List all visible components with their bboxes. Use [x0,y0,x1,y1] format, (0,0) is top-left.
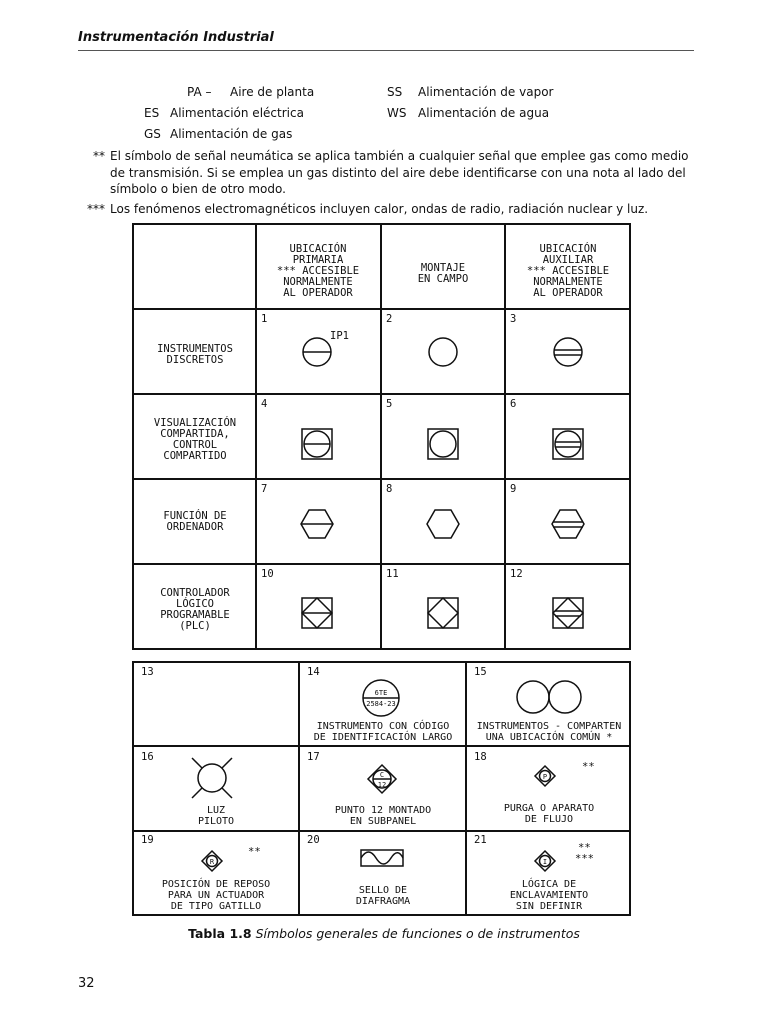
caption-label: Tabla 1.8 [188,926,252,941]
row-label-line: VISUALIZACIÓN [153,417,237,429]
col-header-line: UBICACIÓN [289,243,347,255]
col-header-line: EN CAMPO [417,273,469,285]
discrete-field-icon [429,338,457,366]
tag-text: C [379,771,385,779]
cell-label-line: UNA UBICACIÓN COMÚN * [485,732,613,743]
cell-label-line: DE IDENTIFICACIÓN LARGO [313,732,453,743]
cell-number: 13 [141,666,154,678]
col-header-line: *** ACCESIBLE [526,265,610,277]
note-marker: ** [93,149,105,163]
cell-number: 16 [141,751,154,763]
abbr-code-gs: GS [144,127,161,141]
cell-number: 18 [474,751,487,763]
note-text: Los fenómenos electromagnéticos incluyen calor, ondas de radio, radiación nuclear y luz. [110,202,649,216]
table-caption [0,926,768,941]
cell-number: 9 [510,483,517,495]
plc-auxiliary-icon [553,598,583,628]
page-number: 32 [78,976,95,991]
plc-field-icon [428,598,458,628]
tag-text: 2584-23 [366,700,396,708]
running-header: Instrumentación Industrial [78,30,274,45]
row-label-line: LÓGICO [176,598,214,610]
cell-label-line: PURGA O APARATO [503,803,595,814]
computer-primary-icon [301,510,333,538]
tag-text: P [542,773,548,781]
tag-text: I [542,858,548,866]
row-label-line: CONTROL [172,439,218,451]
shared-display-auxiliary-icon [553,429,583,459]
cell-number: 2 [386,313,393,325]
cell-label-line: SIN DEFINIR [515,901,583,912]
abbr-label-ws: Alimentación de agua [418,106,550,120]
abbr-label-ss: Alimentación de vapor [418,85,554,99]
cell-number: 19 [141,834,154,846]
row-label-line: INSTRUMENTOS [157,343,233,355]
row-label-line: ORDENADOR [166,521,224,533]
col-header-line: *** ACCESIBLE [276,265,360,277]
col-header-line: AL OPERADOR [283,287,353,299]
cell-label-line: POSICIÓN DE REPOSO [161,879,271,890]
caption-text: Símbolos generales de funciones o de instrumentos [251,926,580,941]
note-marker: *** [87,202,105,216]
abbr-label-gs: Alimentación de gas [170,127,293,141]
abbr-code-es: ES [144,106,160,120]
cell-label-line: PILOTO [197,816,235,827]
cell-number: 4 [261,398,268,410]
cell-label-line: PARA UN ACTUADOR [167,890,265,901]
cell-number: 11 [386,568,399,580]
abbr-label-es: Alimentación eléctrica [170,106,304,120]
plc-primary-icon [302,598,332,628]
cell-number: 6 [510,398,517,410]
discrete-primary-icon [303,338,331,366]
note-marker: ** [248,846,261,858]
cell-label-line: DIAFRAGMA [355,896,411,907]
row-label-line: COMPARTIDO [163,450,227,462]
note-marker: ** [578,842,591,854]
col-header-line: PRIMARIA [292,254,344,266]
cell-number: 17 [307,751,320,763]
cell-label-line: INSTRUMENTOS - COMPARTEN [476,721,622,732]
cell-number: 14 [307,666,320,678]
shared-display-field-icon [428,429,458,459]
abbr-code-ss: SS [387,85,403,99]
cell-number: 20 [307,834,320,846]
col-header-line: MONTAJE [420,262,466,274]
cell-number: 3 [510,313,517,325]
row-label-line: PROGRAMABLE [160,609,230,621]
row-label-line: (PLC) [179,620,211,632]
cell-number: 7 [261,483,268,495]
note-marker: *** [575,853,594,865]
cell-label-line: DE TIPO GATILLO [170,901,262,912]
row-label-line: CONTROLADOR [160,587,230,599]
row-label-line: COMPARTIDA, [160,428,230,440]
cell-number: 12 [510,568,523,580]
cell-label-line: PUNTO 12 MONTADO [334,805,432,816]
cell-label-line: SELLO DE [358,885,408,896]
tag-ip1: IP1 [330,330,349,342]
col-header-line: AL OPERADOR [533,287,603,299]
cell-number: 10 [261,568,274,580]
cell-label-line: LÓGICA DE [521,879,577,890]
tag-text: 6TE [374,689,388,697]
abbr-code-ws: WS [387,106,407,120]
cell-label-line: LUZ [206,805,226,816]
cell-number: 5 [386,398,393,410]
cell-number: 1 [261,313,268,325]
cell-label-line: DE FLUJO [524,814,574,825]
cell-number: 8 [386,483,393,495]
col-header-line: NORMALMENTE [283,276,353,288]
abbr-label-pa: Aire de planta [230,85,315,99]
computer-field-icon [427,510,459,538]
discrete-auxiliary-icon [554,338,582,366]
row-label-line: DISCRETOS [166,354,224,366]
cell-label-line: EN SUBPANEL [349,816,417,827]
abbr-code-pa: PA – [187,85,212,99]
note-marker: ** [582,761,595,773]
tag-text: R [209,858,215,866]
cell-label-line: INSTRUMENTO CON CÓDIGO [316,721,450,732]
note-text: El símbolo de señal neumática se aplica también a cualquier señal que emplee gas como medio de transmisión. Si se emplea un gas distinto del aire debe identificarse con una nota al lado del símbolo o bien de otro modo. [110,149,689,196]
row-label-line: FUNCIÓN DE [163,510,227,522]
shared-display-primary-icon [302,429,332,459]
cell-number: 21 [474,834,487,846]
col-header-line: NORMALMENTE [533,276,603,288]
cell-number: 15 [474,666,487,678]
col-header-line: UBICACIÓN [539,243,597,255]
cell-label-line: ENCLAVAMIENTO [509,890,589,901]
tag-text: 12 [377,781,387,789]
computer-auxiliary-icon [552,510,584,538]
col-header-line: AUXILIAR [542,254,594,266]
